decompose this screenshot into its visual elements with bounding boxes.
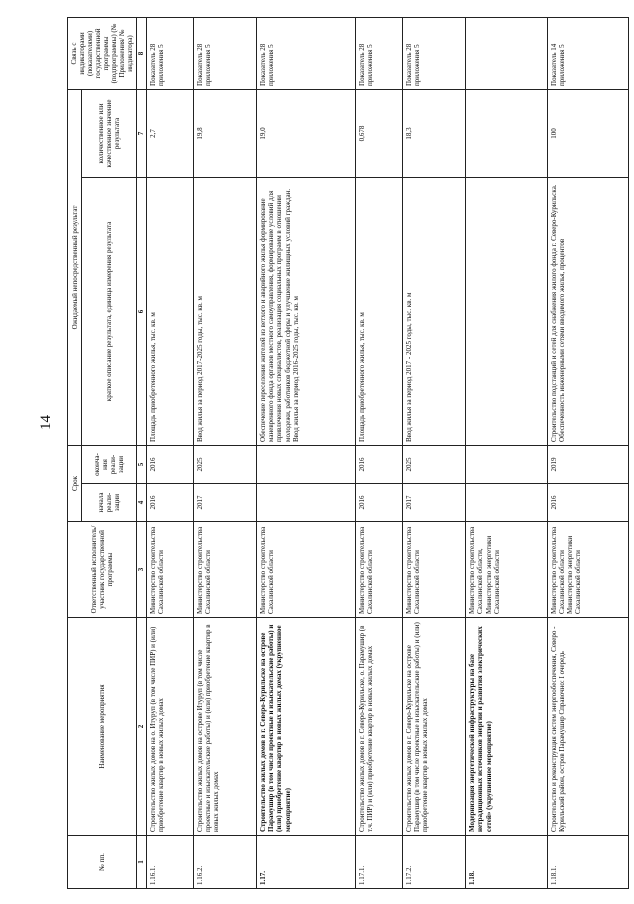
end-year: 2016 bbox=[356, 445, 402, 483]
measure-name: Строительство жилых домов в г. Северо-Курильске, о. Парамушир (в т.ч. ПИР) и (или) приобретение квартир в новых жилых домах bbox=[356, 618, 402, 836]
end-year bbox=[257, 445, 356, 483]
row-number: 1.18.1. bbox=[547, 836, 628, 889]
header-indicator-link: Связь с индикаторами (показателями) государственной программы (подпрограммы) (№ Приложения/ № индикатора) bbox=[68, 17, 137, 89]
result-value: 2,7 bbox=[147, 89, 193, 177]
header-name: Наименование мероприятия bbox=[68, 618, 137, 836]
table-row bbox=[402, 17, 466, 888]
col-number: 2 bbox=[137, 618, 147, 836]
indicator-link: Показатель 28 приложения 5 bbox=[356, 17, 402, 89]
indicator-link: Показатель 28 приложения 5 bbox=[147, 17, 193, 89]
measure-name: Строительство жилых домов в г. Северо-Курильске на острове Парамушир (в том числе проектные и изыскательские работы) и (или) приобретение квартир в новых жилых домах bbox=[402, 618, 466, 836]
col-number: 3 bbox=[137, 522, 147, 618]
start-year: 2016 bbox=[547, 484, 628, 522]
header-result: Ожидаемый непосредственный результат bbox=[68, 89, 82, 445]
row-number: 1.17.1. bbox=[356, 836, 402, 889]
start-year: 2016 bbox=[356, 484, 402, 522]
responsible: Министерство строительства Сахалинской области, Министерство энергетики Сахалинской области bbox=[466, 522, 547, 618]
table-row bbox=[356, 17, 402, 888]
responsible: Министерство строительства Сахалинской области bbox=[257, 522, 356, 618]
table-row bbox=[257, 17, 356, 888]
result-description: Площадь приобретенного жилья, тыс. кв. м bbox=[356, 177, 402, 445]
result-description bbox=[466, 177, 547, 445]
indicator-link bbox=[466, 17, 547, 89]
header-end: оконча-ния реали-зации bbox=[82, 445, 137, 483]
table-row bbox=[193, 17, 257, 888]
header-result-value: количественное или качественное значение результата bbox=[82, 89, 137, 177]
measure-name: Строительство жилых домов на острове Итуруп (в том числе проектные и изыскательские работы) и (или) приобретение квартир в новых жилых домах bbox=[193, 618, 257, 836]
col-number: 8 bbox=[137, 17, 147, 89]
end-year: 2025 bbox=[402, 445, 466, 483]
end-year: 2025 bbox=[193, 445, 257, 483]
responsible: Министерство строительства Сахалинской области bbox=[147, 522, 193, 618]
result-value bbox=[466, 89, 547, 177]
col-number: 4 bbox=[137, 484, 147, 522]
result-value: 0,678 bbox=[356, 89, 402, 177]
header-num: № пп. bbox=[68, 836, 137, 889]
row-number: 1.16.2. bbox=[193, 836, 257, 889]
end-year bbox=[466, 445, 547, 483]
col-number: 6 bbox=[137, 177, 147, 445]
result-description: Обеспечение переселения жителей из ветхого и аварийного жилья формирование маневренного фонда органов местного самоуправления, формирование условий для привлечения новых специалистов, реализация социальных программ в отношении молодежи, работников бюджетной сферы и улучшение жилищных условий граждан. Ввод жилья за период 2016-2025 годы, тыс. кв. м bbox=[257, 177, 356, 445]
indicator-link: Показатель 28 приложения 5 bbox=[257, 17, 356, 89]
indicator-link: Показатель 28 приложения 5 bbox=[193, 17, 257, 89]
row-number: 1.16.1. bbox=[147, 836, 193, 889]
result-value: 100 bbox=[547, 89, 628, 177]
measure-name: Модернизация энергетической инфраструктуры на базе нетрадиционных источников энергии и развития электрических сетей» (укрупненное мероприятие) bbox=[466, 618, 547, 836]
measure-name: Строительство и реконструкция систем энергообеспечения, Северо - Курильский район, остров Парамушир Справочно: I очередь bbox=[547, 618, 628, 836]
page-number: 14 bbox=[38, 415, 54, 430]
measure-name: Строительство жилых домов в г. Северо-Курильске на острове Парамушир (в том числе проектные и изыскательские работы) и (или) приобретение квартир в новых жилых домах (укрупненное мероприятие) bbox=[257, 618, 356, 836]
column-number-row bbox=[137, 17, 147, 888]
responsible: Министерство строительства Сахалинской области bbox=[356, 522, 402, 618]
header-result-desc: краткое описание результата, единица измерения результата bbox=[82, 177, 137, 445]
indicator-link: Показатель 28 приложения 5 bbox=[402, 17, 466, 89]
header-start: начала реали-зации bbox=[82, 484, 137, 522]
row-number: 1.18. bbox=[466, 836, 547, 889]
table-row bbox=[466, 17, 547, 888]
measures-table-rotated bbox=[67, 18, 623, 889]
responsible: Министерство строительства Сахалинской области bbox=[193, 522, 257, 618]
end-year: 2016 bbox=[147, 445, 193, 483]
indicator-link: Показатель 14 приложения 5 bbox=[547, 17, 628, 89]
responsible: Министерство строительства Сахалинской области Министерство энергетики Сахалинской области bbox=[547, 522, 628, 618]
row-number: 1.17.2. bbox=[402, 836, 466, 889]
table-row bbox=[147, 17, 193, 888]
start-year bbox=[466, 484, 547, 522]
result-description: Площадь приобретенного жилья, тыс. кв. м bbox=[147, 177, 193, 445]
result-value: 19,8 bbox=[193, 89, 257, 177]
table-body bbox=[147, 17, 629, 888]
header-responsible: Ответственный исполнитель/участник государственной программы bbox=[68, 522, 137, 618]
row-number: 1.17. bbox=[257, 836, 356, 889]
col-number: 5 bbox=[137, 445, 147, 483]
result-description: Ввод жилья за период 2017 - 2025 годы, тыс. кв. м bbox=[402, 177, 466, 445]
header-period: Срок bbox=[68, 445, 82, 521]
result-description: Строительство подстанций и сетей для снабжения жилого фонда г. Северо-Курильска. Обеспеченность инженерными сетями вводимого жилья, процентов bbox=[547, 177, 628, 445]
start-year bbox=[257, 484, 356, 522]
measures-table bbox=[67, 17, 629, 889]
col-number: 1 bbox=[137, 836, 147, 889]
start-year: 2017 bbox=[402, 484, 466, 522]
start-year: 2017 bbox=[193, 484, 257, 522]
start-year: 2016 bbox=[147, 484, 193, 522]
result-description: Ввод жилья за период 2017-2025 годы, тыс. кв. м bbox=[193, 177, 257, 445]
end-year: 2019 bbox=[547, 445, 628, 483]
col-number: 7 bbox=[137, 89, 147, 177]
result-value: 19,0 bbox=[257, 89, 356, 177]
responsible: Министерство строительства Сахалинской области bbox=[402, 522, 466, 618]
table-row bbox=[547, 17, 628, 888]
result-value: 18,3 bbox=[402, 89, 466, 177]
measure-name: Строительство жилых домов на о. Итуруп (в том числе ПИР) и (или) приобретение квартир в новых жилых домах bbox=[147, 618, 193, 836]
